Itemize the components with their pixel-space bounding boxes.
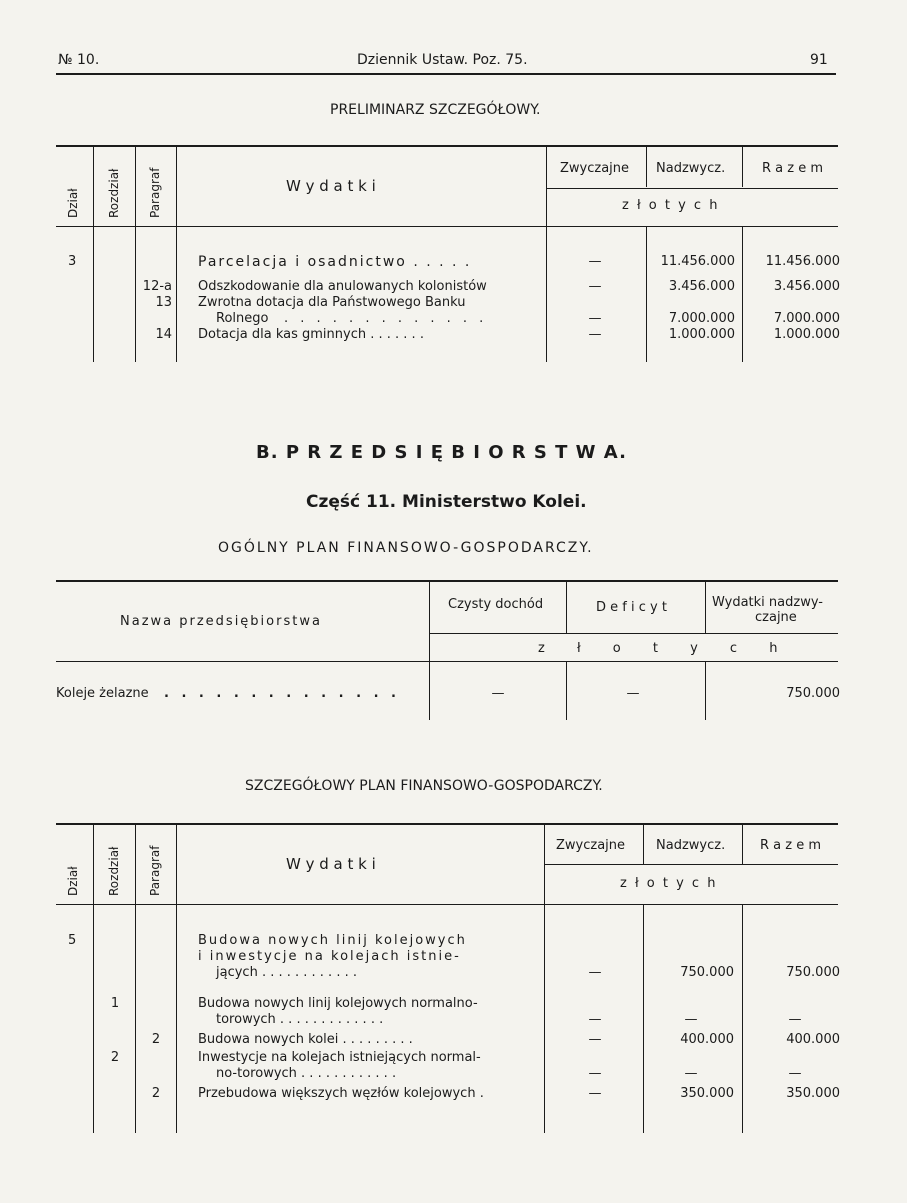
row-text: Budowa nowych linij kolejowych bbox=[198, 933, 467, 948]
row-text: Budowa nowych kolei . . . . . . . . . bbox=[198, 1032, 413, 1047]
row-paragraf: 14 bbox=[155, 327, 172, 342]
journal-title: Dziennik Ustaw. Poz. 75. bbox=[357, 52, 528, 68]
row-text: Odszkodowanie dla anulowanych kolonistów bbox=[198, 279, 487, 294]
col-nadzwycz-header: Nadzwycz. bbox=[656, 161, 726, 176]
unit-label: z ł o t y c h bbox=[622, 198, 720, 213]
row-name: Koleje żelazne bbox=[56, 686, 149, 701]
row-nadzwycz: 11.456.000 bbox=[660, 254, 735, 269]
col-wydatki-header-1: Wydatki nadzwy- bbox=[712, 595, 823, 610]
row-wydatki: 750.000 bbox=[786, 686, 840, 701]
col-dzial-header: Dział bbox=[66, 866, 80, 896]
row-paragraf: 2 bbox=[151, 1032, 161, 1047]
row-czysty: — bbox=[491, 686, 505, 701]
row-text: Budowa nowych linij kolejowych normalno- bbox=[198, 996, 478, 1011]
row-nadzwycz: 1.000.000 bbox=[668, 327, 735, 342]
row-paragraf: 12-a bbox=[142, 279, 172, 294]
col-wydatki-header: W y d a t k i bbox=[286, 855, 376, 873]
row-zwyczajne: — bbox=[588, 254, 602, 269]
issue-number: № 10. bbox=[58, 52, 100, 68]
row-text: i inwestycje na kolejach istnie- bbox=[198, 949, 461, 964]
row-nadzwycz: — bbox=[684, 1066, 698, 1081]
col-deficyt-header: D e f i c y t bbox=[596, 600, 667, 615]
row-deficyt: — bbox=[626, 686, 640, 701]
row-text: Parcelacja i osadnictwo . . . . . bbox=[198, 254, 472, 270]
row-text: no-torowych . . . . . . . . . . . . bbox=[216, 1066, 397, 1081]
col-nadzwycz-header: Nadzwycz. bbox=[656, 838, 726, 853]
unit-label: z ł o t y c h bbox=[620, 876, 718, 891]
row-zwyczajne: — bbox=[588, 965, 602, 980]
row-razem: 1.000.000 bbox=[773, 327, 840, 342]
section-b-subtitle: Część 11. Ministerstwo Kolei. bbox=[306, 492, 587, 512]
row-paragraf: 13 bbox=[155, 295, 172, 310]
col-rozdzial-header: Rozdział bbox=[107, 846, 121, 896]
row-zwyczajne: — bbox=[588, 1032, 602, 1047]
col-razem-header: R a z e m bbox=[760, 838, 822, 853]
row-zwyczajne: — bbox=[588, 311, 602, 326]
row-text: Rolnego bbox=[216, 311, 269, 326]
row-zwyczajne: — bbox=[588, 327, 602, 342]
col-wydatki-header: W y d a t k i bbox=[286, 177, 376, 195]
row-nadzwycz: 7.000.000 bbox=[668, 311, 735, 326]
row-text: torowych . . . . . . . . . . . . . bbox=[216, 1012, 384, 1027]
col-razem-header: R a z e m bbox=[762, 161, 824, 176]
col-wydatki-header-2: czajne bbox=[755, 610, 797, 625]
col-czysty-header: Czysty dochód bbox=[448, 597, 544, 612]
row-razem: 3.456.000 bbox=[773, 279, 840, 294]
row-text: Dotacja dla kas gminnych . . . . . . . bbox=[198, 327, 424, 342]
row-text: Zwrotna dotacja dla Państwowego Banku bbox=[198, 295, 466, 310]
row-nadzwycz: 400.000 bbox=[680, 1032, 734, 1047]
row-text: Przebudowa większych węzłów kolejowych . bbox=[198, 1086, 484, 1101]
col-dzial-header: Dział bbox=[66, 188, 80, 218]
row-razem: 400.000 bbox=[786, 1032, 840, 1047]
row-paragraf: 2 bbox=[151, 1086, 161, 1101]
row-razem: — bbox=[788, 1066, 802, 1081]
col-paragraf-header: Paragraf bbox=[148, 167, 162, 218]
row-razem: 7.000.000 bbox=[773, 311, 840, 326]
row-zwyczajne: — bbox=[588, 1086, 602, 1101]
row-text: Inwestycje na kolejach istniejących normal- bbox=[198, 1050, 481, 1065]
leader-dots: . . . . . . . . . . . . . bbox=[284, 311, 488, 326]
leader-dots: . . . . . . . . . . . . . . bbox=[164, 686, 400, 701]
row-rozdzial: 1 bbox=[110, 996, 120, 1011]
row-rozdzial: 2 bbox=[110, 1050, 120, 1065]
row-dzial: 5 bbox=[68, 933, 77, 948]
row-razem: 11.456.000 bbox=[765, 254, 840, 269]
row-zwyczajne: — bbox=[588, 1012, 602, 1027]
row-razem: 350.000 bbox=[786, 1086, 840, 1101]
page-number: 91 bbox=[810, 52, 828, 68]
section2-title: SZCZEGÓŁOWY PLAN FINANSOWO-GOSPODARCZY. bbox=[245, 778, 603, 794]
section-b-plan-title: OGÓLNY PLAN FINANSOWO-GOSPODARCZY. bbox=[218, 540, 594, 556]
col-zwyczajne-header: Zwyczajne bbox=[556, 838, 626, 853]
section1-title: PRELIMINARZ SZCZEGÓŁOWY. bbox=[330, 102, 541, 118]
row-nadzwycz: 750.000 bbox=[680, 965, 734, 980]
col-zwyczajne-header: Zwyczajne bbox=[560, 161, 630, 176]
section-b-title: B. P R Z E D S I Ę B I O R S T W A. bbox=[256, 442, 627, 463]
row-razem: — bbox=[788, 1012, 802, 1027]
row-zwyczajne: — bbox=[588, 1066, 602, 1081]
row-dzial: 3 bbox=[68, 254, 77, 269]
row-text: jących . . . . . . . . . . . . bbox=[216, 965, 357, 980]
row-razem: 750.000 bbox=[786, 965, 840, 980]
row-zwyczajne: — bbox=[588, 279, 602, 294]
col-rozdzial-header: Rozdział bbox=[107, 168, 121, 218]
col-paragraf-header: Paragraf bbox=[148, 845, 162, 896]
row-nadzwycz: 350.000 bbox=[680, 1086, 734, 1101]
row-nadzwycz: — bbox=[684, 1012, 698, 1027]
row-nadzwycz: 3.456.000 bbox=[668, 279, 735, 294]
unit-label: z ł o t y c h bbox=[538, 641, 792, 656]
col-nazwa-header: Nazwa przedsiębiorstwa bbox=[120, 614, 322, 629]
header-rule bbox=[56, 73, 836, 75]
